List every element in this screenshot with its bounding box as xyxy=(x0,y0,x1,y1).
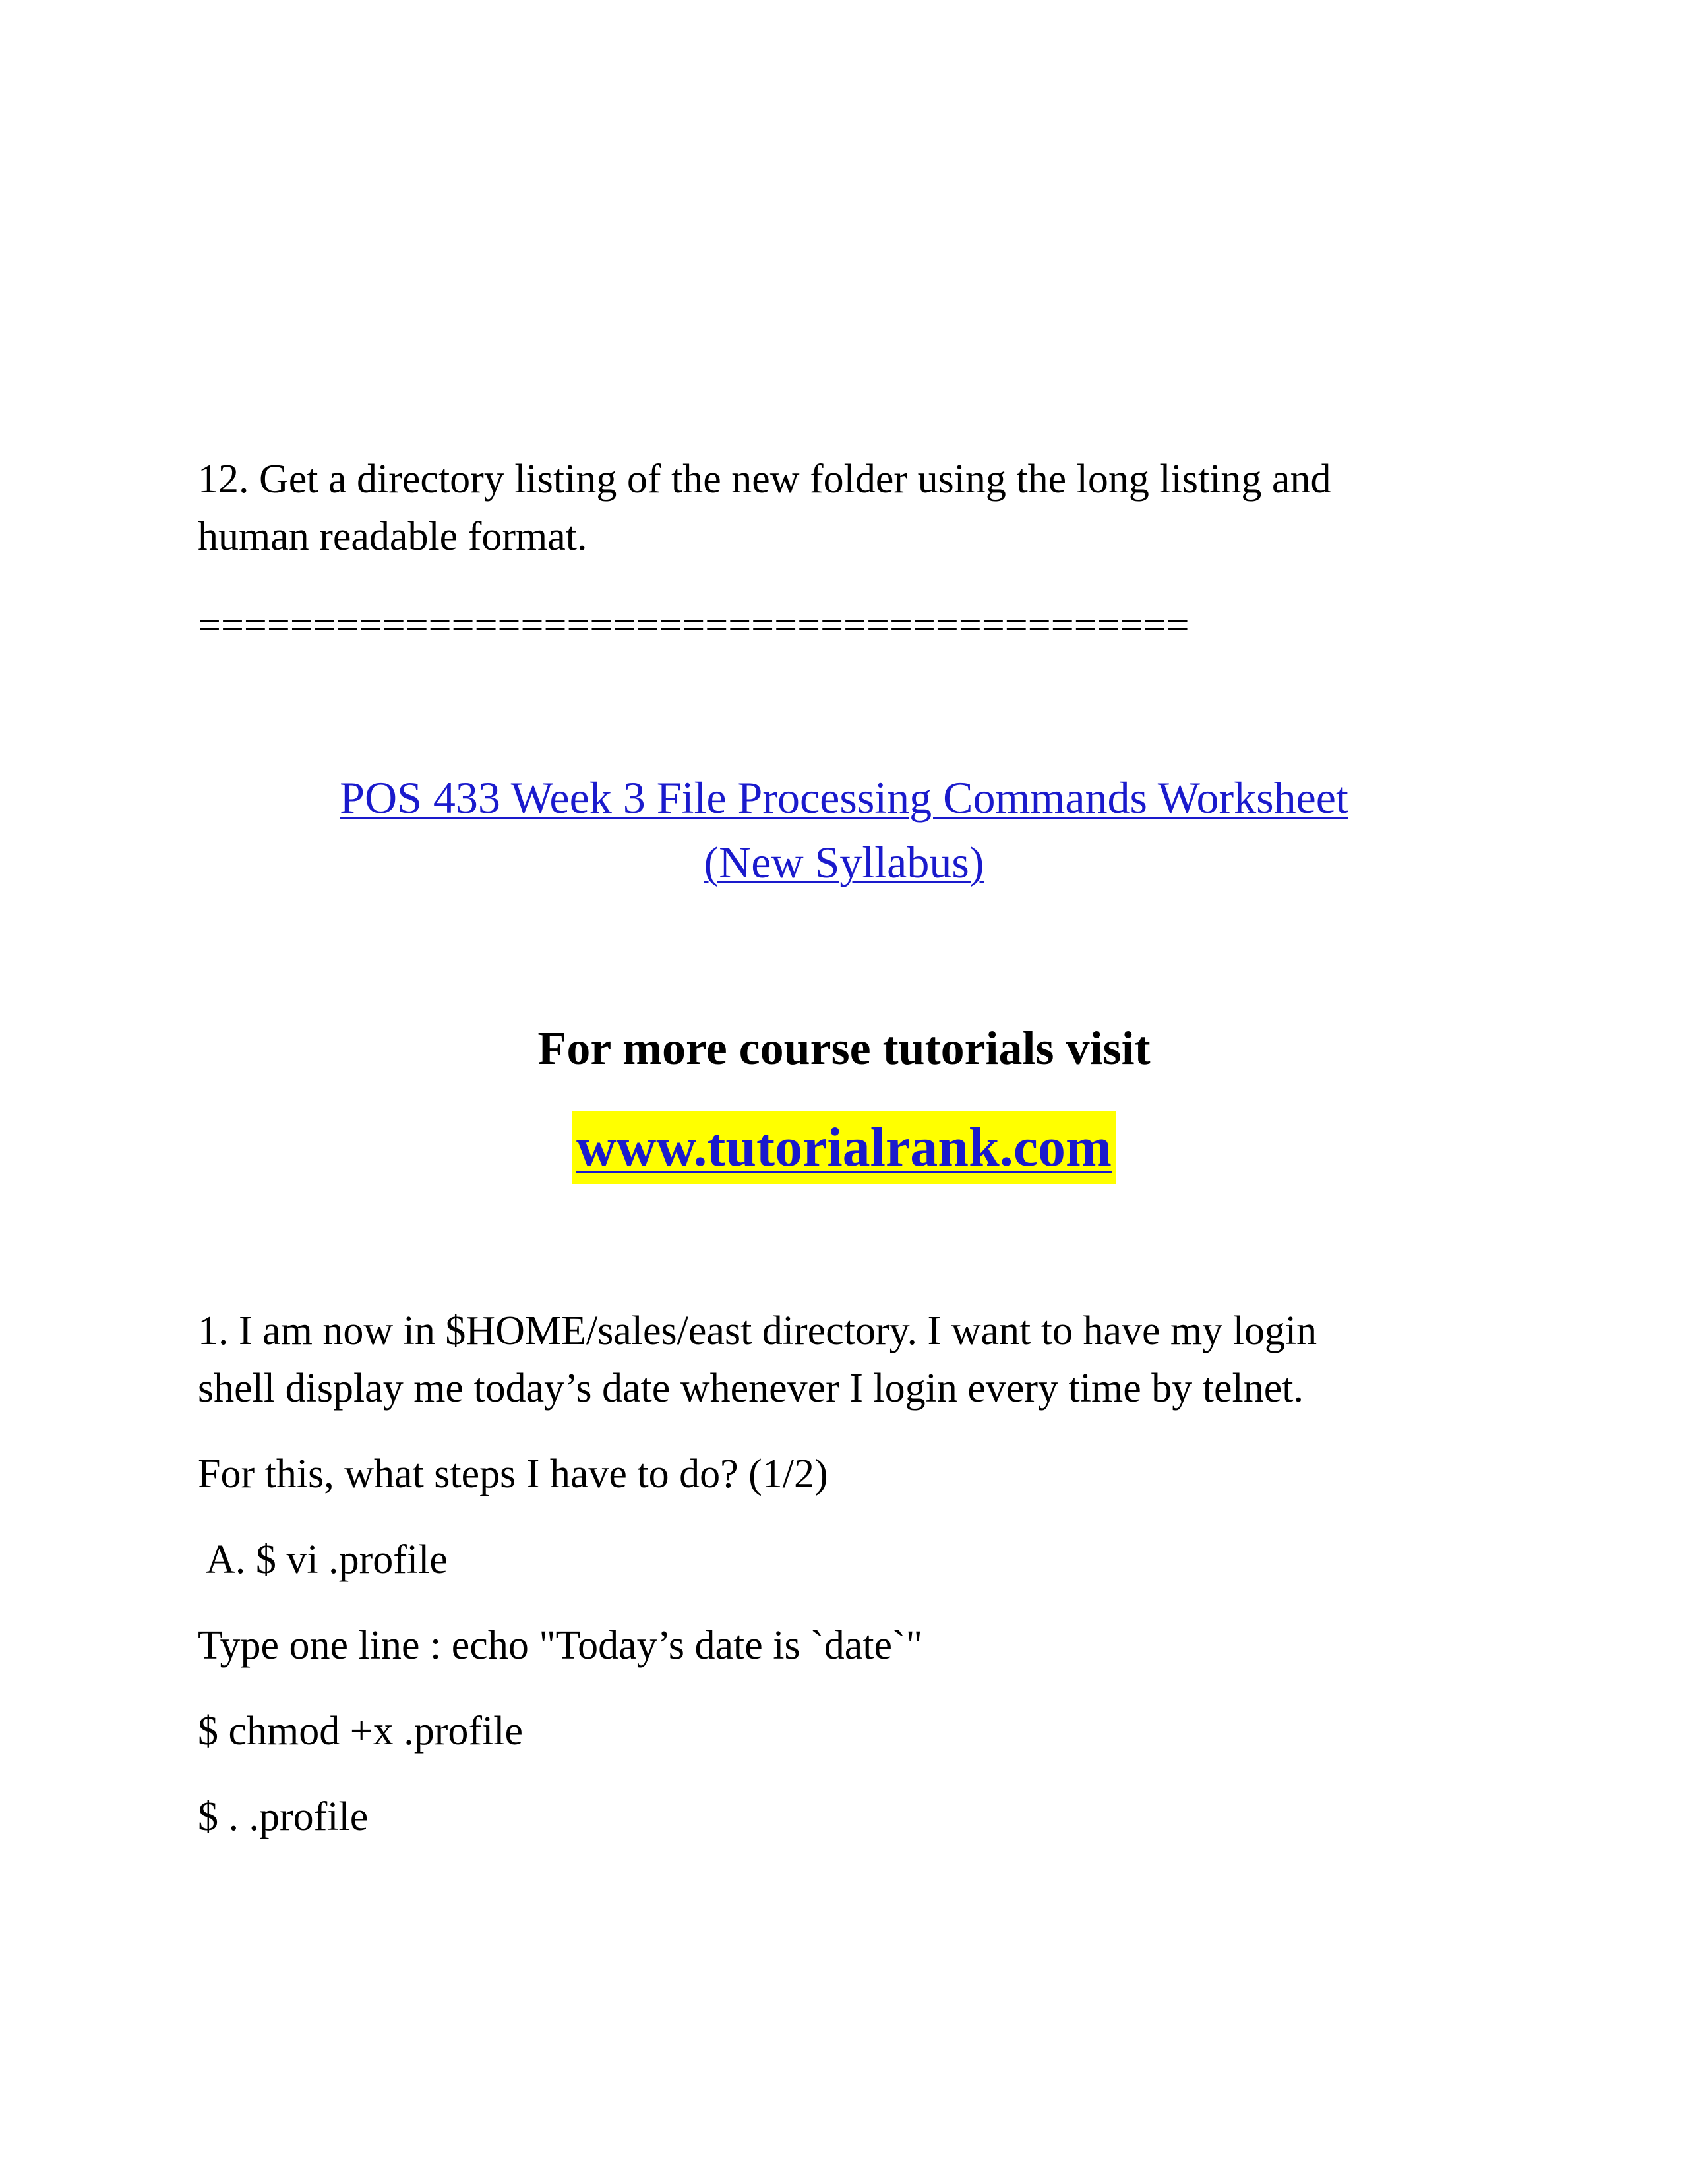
worksheet-link-text-1[interactable]: POS 433 Week 3 File Processing Commands Worksheet xyxy=(340,773,1348,823)
question-1-line-1: 1. I am now in $HOME/sales/east directory. I want to have my login xyxy=(198,1309,1317,1353)
site-link-wrapper xyxy=(0,1111,1688,1184)
site-link[interactable]: www.tutorialrank.com xyxy=(572,1111,1116,1184)
option-a: A. $ vi .profile xyxy=(198,1537,448,1582)
question-1-line-3: For this, what steps I have to do? (1/2) xyxy=(198,1452,828,1496)
section-divider: =========================================== xyxy=(198,603,1190,648)
question-12-line-2: human readable format. xyxy=(198,514,588,559)
question-12-line-1: 12. Get a directory listing of the new folder using the long listing and xyxy=(198,457,1331,502)
worksheet-link-line-2[interactable] xyxy=(0,829,1688,895)
visit-heading: For more course tutorials visit xyxy=(537,1022,1151,1075)
worksheet-link-text-2[interactable]: (New Syllabus) xyxy=(704,837,984,887)
type-line: Type one line : echo "Today’s date is `date`" xyxy=(198,1623,923,1668)
source-profile-line: $ . .profile xyxy=(198,1794,369,1839)
worksheet-link-line-1[interactable] xyxy=(0,765,1688,831)
chmod-line: $ chmod +x .profile xyxy=(198,1709,523,1754)
question-1-line-2: shell display me today’s date whenever I login every time by telnet. xyxy=(198,1366,1304,1411)
